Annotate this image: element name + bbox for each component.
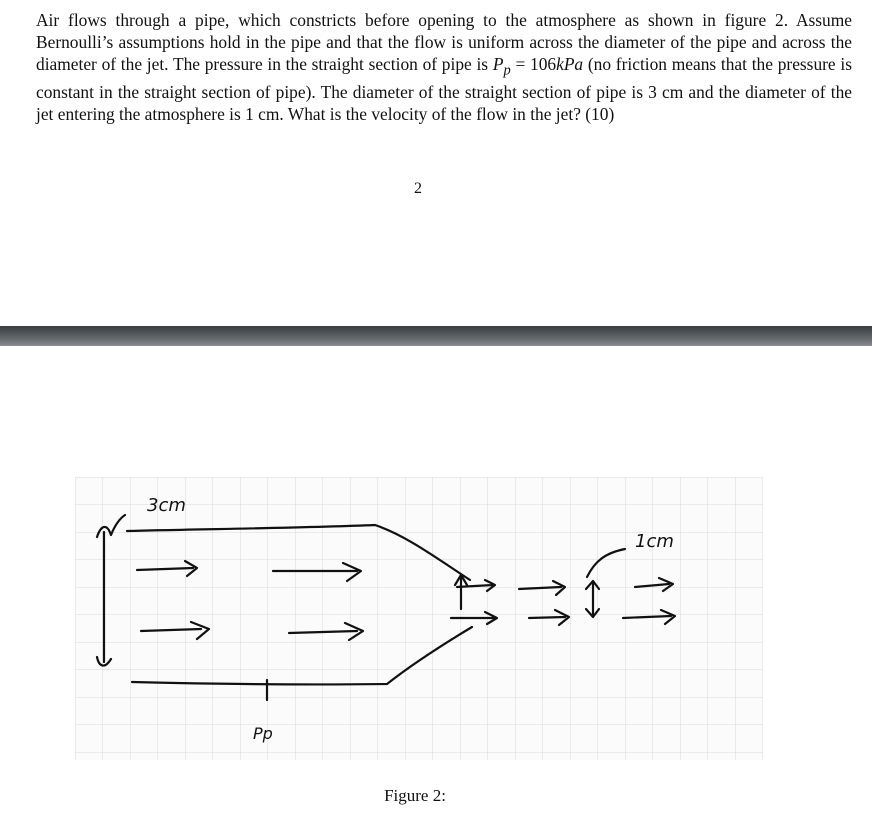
label-pressure: Pp <box>253 724 273 743</box>
problem-text-part-2: (no friction means that the pressure is constant in the straight section of pipe). The diameter of the straight section of pipe is 3 cm and the diameter of the jet entering the atmosphere is 1 cm. What is the velocity of the flow in the jet? (10) <box>36 54 852 125</box>
problem-text-part-1: Air flows through a pipe, which constricts before opening to the atmosphere as shown in figure 2. Assume Bernoulli’s assumptions hold in the pipe and that the flow is uniform across the diameter of the pipe and across the diameter of the jet. The pressure in the straight section of pipe is <box>36 10 852 74</box>
graph-paper-grid <box>75 477 763 760</box>
problem-statement <box>12 9 852 125</box>
pipe-sketch-svg <box>75 477 763 760</box>
figure-2-sketch <box>75 477 763 760</box>
pressure-unit: kPa <box>556 54 584 74</box>
label-jet-diameter: 1cm <box>635 531 674 552</box>
pressure-value: = 106 <box>510 54 557 74</box>
page-number: 2 <box>414 180 422 197</box>
label-pipe-diameter: 3cm <box>147 495 186 516</box>
figure-caption: Figure 2: <box>384 786 446 805</box>
problem-number <box>12 9 36 31</box>
page-separator <box>0 326 872 346</box>
pressure-symbol: P <box>492 54 504 74</box>
pressure-subscript: p <box>503 62 511 79</box>
